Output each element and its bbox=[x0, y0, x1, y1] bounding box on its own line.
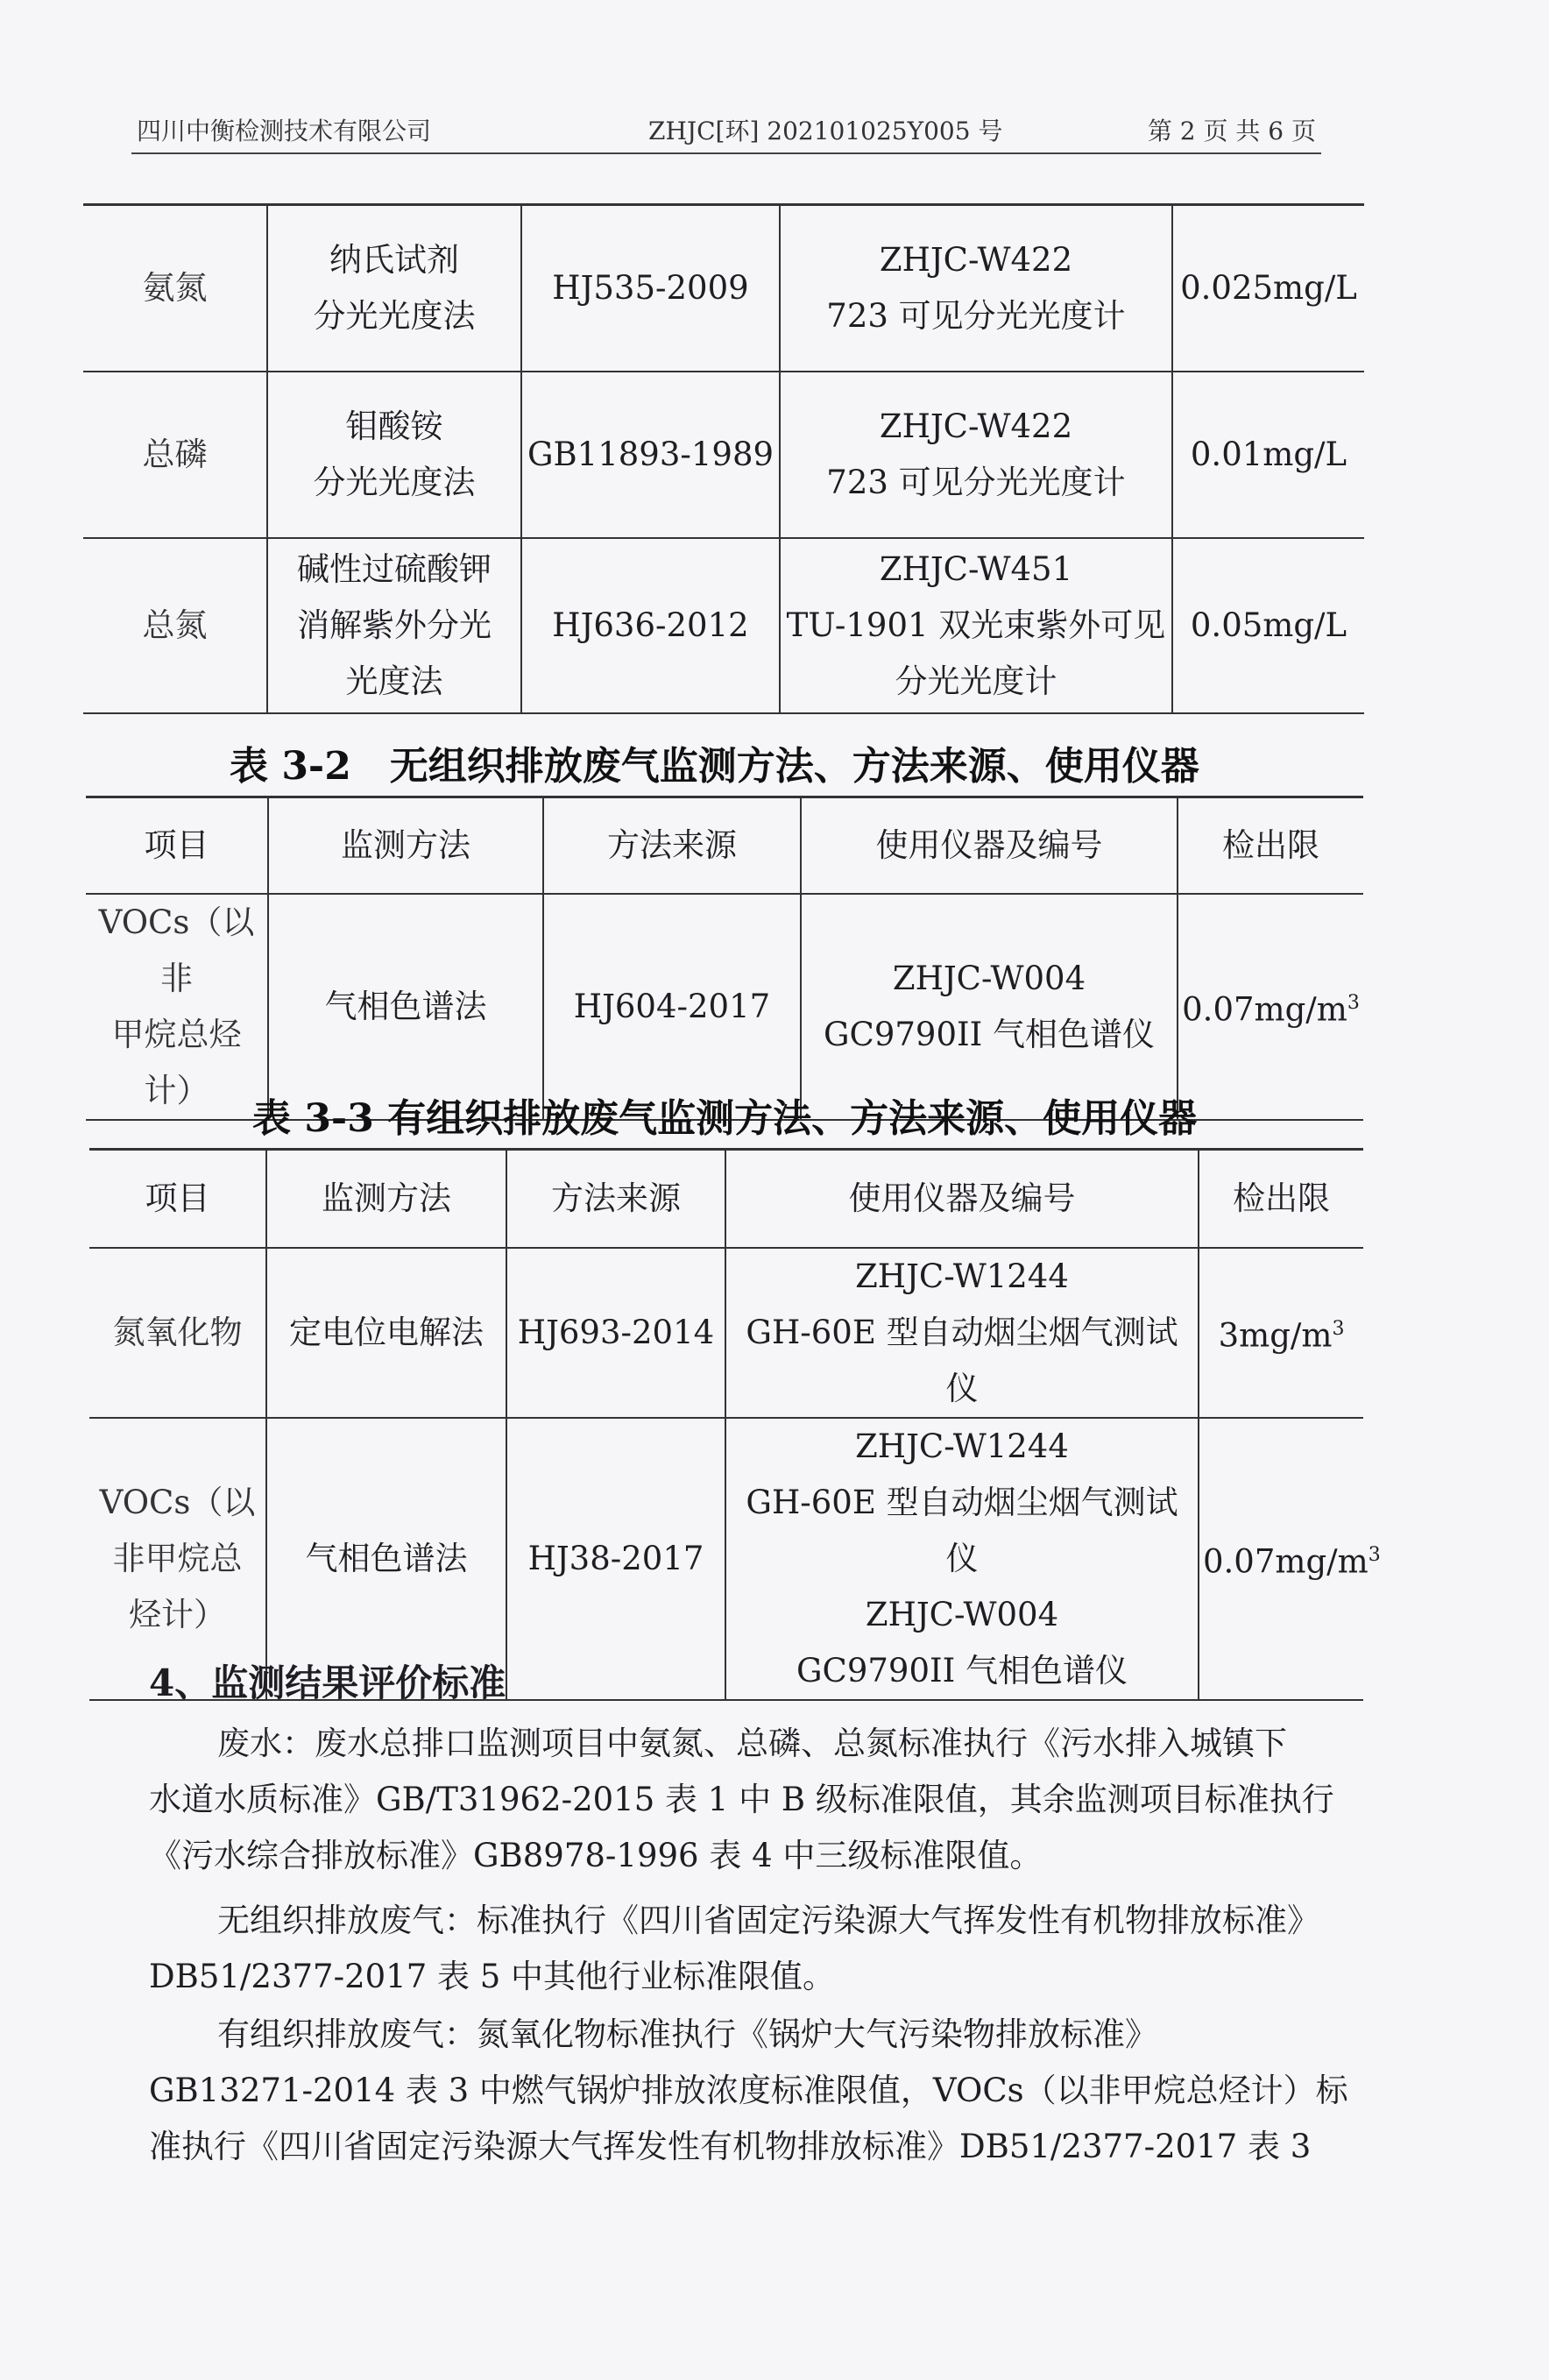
limit-cell: 0.025mg/L bbox=[1172, 205, 1364, 372]
paragraph-line: GB13271-2014 表 3 中燃气锅炉排放浓度标准限值，VOCs（以非甲烷总烃计）标 bbox=[149, 2072, 1348, 2109]
header-limit: 检出限 bbox=[1178, 797, 1363, 894]
item-cell bbox=[86, 894, 268, 1120]
table-row bbox=[83, 538, 1364, 713]
instrument-cell bbox=[780, 372, 1172, 538]
instrument-cell bbox=[780, 538, 1172, 713]
paragraph-line: DB51/2377-2017 表 5 中其他行业标准限值。 bbox=[149, 1958, 836, 1995]
method-line: 消解紫外分光 bbox=[297, 606, 492, 644]
method-line: 纳氏试剂 bbox=[329, 240, 459, 279]
limit-value: 0.07mg/m bbox=[1203, 1542, 1369, 1581]
instrument-cell bbox=[725, 1418, 1199, 1700]
limit-superscript: 3 bbox=[1368, 1543, 1381, 1566]
method-cell bbox=[267, 205, 521, 372]
instrument-line: ZHJC-W422 bbox=[879, 407, 1073, 445]
header-method: 监测方法 bbox=[268, 797, 543, 894]
source-cell: HJ604-2017 bbox=[543, 894, 801, 1120]
table-row bbox=[83, 205, 1364, 372]
header-instrument: 使用仪器及编号 bbox=[725, 1150, 1199, 1248]
method-cell: 定电位电解法 bbox=[266, 1248, 506, 1418]
item-line: VOCs（以非 bbox=[98, 903, 255, 997]
limit-value: 3mg/m bbox=[1218, 1316, 1333, 1355]
source-cell: HJ693-2014 bbox=[506, 1248, 725, 1418]
header-source: 方法来源 bbox=[506, 1150, 725, 1248]
document-number: ZHJC[环] 202101025Y005 号 bbox=[648, 117, 1003, 145]
instrument-line: 723 可见分光光度计 bbox=[826, 296, 1126, 335]
company-name: 四川中衡检测技术有限公司 bbox=[137, 117, 432, 145]
paragraph-line: 废水：废水总排口监测项目中氨氮、总磷、总氮标准执行《污水排入城镇下 bbox=[217, 1725, 1287, 1762]
method-cell: 气相色谱法 bbox=[266, 1418, 506, 1700]
instrument-cell bbox=[780, 205, 1172, 372]
paragraph-line: 准执行《四川省固定污染源大气挥发性有机物排放标准》DB51/2377-2017 表 3 bbox=[149, 2128, 1312, 2165]
table-3-3-caption: 表 3-3 有组织排放废气监测方法、方法来源、使用仪器 bbox=[252, 1096, 1198, 1141]
instrument-line: ZHJC-W1244 bbox=[855, 1427, 1069, 1465]
limit-cell bbox=[1199, 1248, 1363, 1418]
item-line: 非甲烷总 bbox=[112, 1539, 243, 1577]
table-3-2 bbox=[86, 796, 1363, 1121]
item-line: 烃计） bbox=[129, 1595, 226, 1633]
item-cell: 总磷 bbox=[83, 372, 267, 538]
instrument-line: ZHJC-W451 bbox=[879, 549, 1073, 588]
method-line: 钼酸铵 bbox=[345, 407, 443, 445]
header-item: 项目 bbox=[89, 1150, 266, 1248]
method-line: 碱性过硫酸钾 bbox=[297, 549, 492, 588]
instrument-cell bbox=[801, 894, 1178, 1120]
paragraph-organized-gas bbox=[149, 2007, 1348, 2175]
header-source: 方法来源 bbox=[543, 797, 801, 894]
table-3-1-continued bbox=[83, 203, 1364, 714]
header-method: 监测方法 bbox=[266, 1150, 506, 1248]
item-line: VOCs（以 bbox=[99, 1483, 256, 1521]
paragraph-line: 《污水综合排放标准》GB8978-1996 表 4 中三级标准限值。 bbox=[149, 1837, 1043, 1874]
item-cell: 氨氮 bbox=[83, 205, 267, 372]
method-line: 光度法 bbox=[345, 662, 443, 700]
limit-cell: 0.01mg/L bbox=[1172, 372, 1364, 538]
instrument-line: ZHJC-W004 bbox=[892, 959, 1086, 997]
instrument-line: GC9790II 气相色谱仪 bbox=[823, 1015, 1156, 1053]
table-row bbox=[89, 1248, 1363, 1418]
limit-cell bbox=[1199, 1418, 1381, 1700]
limit-cell bbox=[1178, 894, 1363, 1120]
source-cell: HJ535-2009 bbox=[521, 205, 780, 372]
table-header-row bbox=[89, 1150, 1363, 1248]
page-header bbox=[131, 103, 1321, 154]
item-line: 甲烷总烃 bbox=[111, 1015, 242, 1053]
instrument-line: GH-60E 型自动烟尘烟气测试仪 bbox=[746, 1483, 1178, 1577]
instrument-line: TU-1901 双光束紫外可见 bbox=[786, 606, 1166, 644]
paragraph-line: 无组织排放废气：标准执行《四川省固定污染源大气挥发性有机物排放标准》 bbox=[217, 1902, 1319, 1939]
limit-cell: 0.05mg/L bbox=[1172, 538, 1364, 713]
limit-superscript: 3 bbox=[1332, 1317, 1345, 1340]
paragraph-wastewater bbox=[149, 1716, 1334, 1884]
limit-value: 0.07mg/m bbox=[1182, 990, 1347, 1029]
instrument-line: ZHJC-W1244 bbox=[855, 1257, 1069, 1295]
item-cell: 氮氧化物 bbox=[89, 1248, 266, 1418]
instrument-line: 723 可见分光光度计 bbox=[826, 463, 1126, 501]
page-number: 第 2 页 共 6 页 bbox=[1147, 117, 1316, 145]
instrument-line: GC9790II 气相色谱仪 bbox=[796, 1651, 1128, 1689]
table-row bbox=[86, 894, 1363, 1120]
table-row bbox=[83, 372, 1364, 538]
method-line: 分光光度法 bbox=[313, 463, 476, 501]
instrument-line: ZHJC-W004 bbox=[865, 1595, 1059, 1633]
header-instrument: 使用仪器及编号 bbox=[801, 797, 1178, 894]
table-3-3 bbox=[89, 1148, 1381, 1701]
table-header-row bbox=[86, 797, 1363, 894]
instrument-line: 分光光度计 bbox=[895, 662, 1057, 700]
instrument-line: GH-60E 型自动烟尘烟气测试仪 bbox=[746, 1313, 1178, 1407]
table-3-2-caption: 表 3-2 无组织排放废气监测方法、方法来源、使用仪器 bbox=[230, 744, 1199, 789]
item-cell: 总氮 bbox=[83, 538, 267, 713]
method-cell: 气相色谱法 bbox=[268, 894, 543, 1120]
instrument-cell bbox=[725, 1248, 1199, 1418]
source-cell: HJ636-2012 bbox=[521, 538, 780, 713]
item-line: 计） bbox=[144, 1071, 209, 1109]
section-4-heading: 4、监测结果评价标准 bbox=[149, 1661, 506, 1704]
paragraph-line: 水道水质标准》GB/T31962-2015 表 1 中 B 级标准限值，其余监测项目标准执行 bbox=[149, 1781, 1334, 1818]
header-item: 项目 bbox=[86, 797, 268, 894]
method-cell bbox=[267, 538, 521, 713]
paragraph-fugitive-gas bbox=[149, 1893, 1319, 2005]
instrument-line: ZHJC-W422 bbox=[879, 240, 1073, 279]
method-cell bbox=[267, 372, 521, 538]
paragraph-line: 有组织排放废气：氮氧化物标准执行《锅炉大气污染物排放标准》 bbox=[217, 2015, 1157, 2053]
method-line: 分光光度法 bbox=[313, 296, 476, 335]
source-cell: HJ38-2017 bbox=[506, 1418, 725, 1700]
limit-superscript: 3 bbox=[1347, 991, 1360, 1014]
source-cell: GB11893-1989 bbox=[521, 372, 780, 538]
header-limit: 检出限 bbox=[1199, 1150, 1363, 1248]
